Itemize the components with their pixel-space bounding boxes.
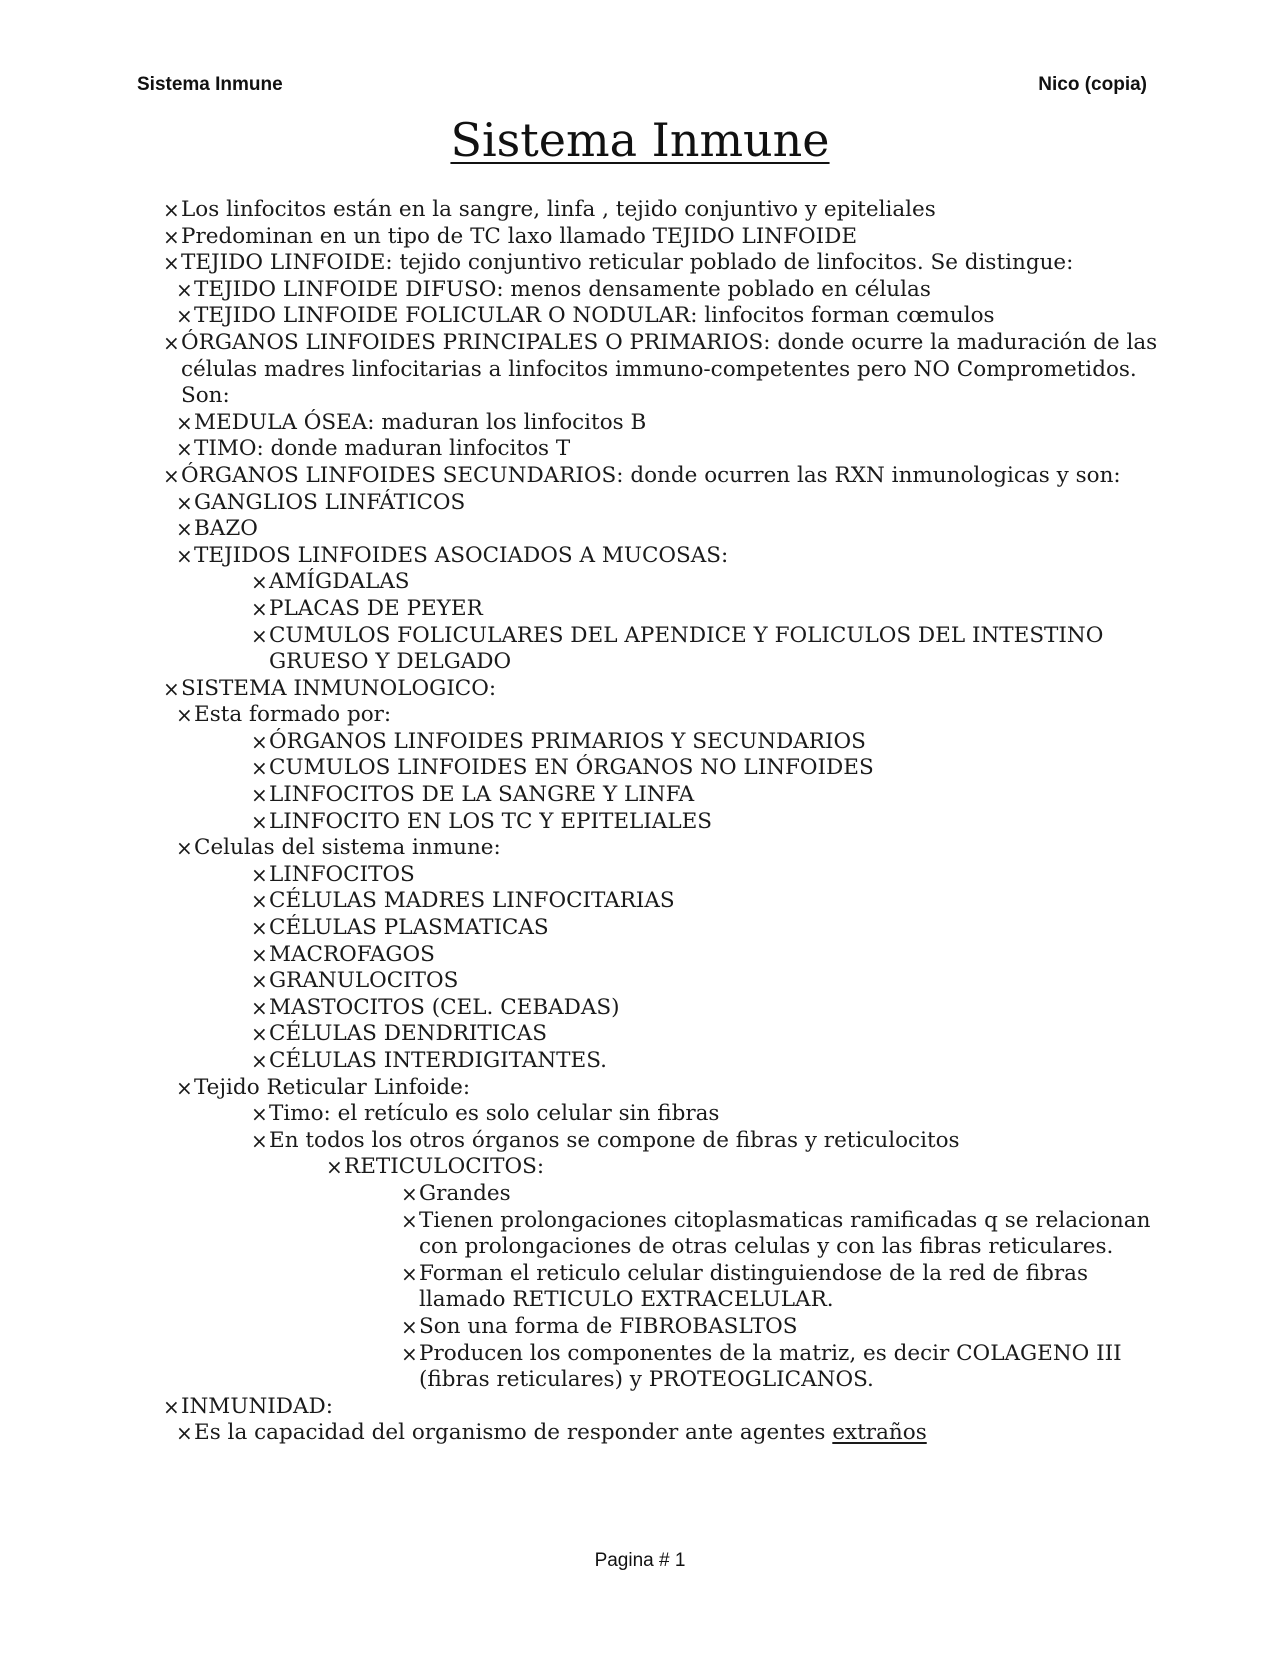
list-item-text: CUMULOS LINFOIDES EN ÓRGANOS NO LINFOIDES bbox=[269, 755, 874, 781]
page-number-footer: Pagina # 1 bbox=[594, 1550, 686, 1571]
list-item bbox=[0, 224, 1160, 251]
list-item-text: LINFOCITO EN LOS TC Y EPITELIALES bbox=[269, 808, 713, 834]
list-item bbox=[0, 1181, 1160, 1208]
list-item bbox=[0, 862, 1160, 889]
list-item-text: TEJIDO LINFOIDE FOLICULAR O NODULAR: linfocitos forman cœmulos bbox=[194, 303, 995, 329]
list-item-text: En todos los otros órganos se compone de fibras y reticulocitos bbox=[269, 1127, 960, 1153]
list-item-text: TEJIDO LINFOIDE: tejido conjuntivo reticular poblado de linfocitos. Se distingue: bbox=[181, 250, 1074, 276]
list-item bbox=[0, 1341, 1160, 1394]
list-item-text: PLACAS DE PEYER bbox=[269, 595, 483, 621]
list-item bbox=[0, 623, 1160, 676]
list-item-text: LINFOCITOS bbox=[269, 861, 415, 887]
running-header-right: Nico (copia) bbox=[1038, 74, 1147, 95]
list-item-text: MACROFAGOS bbox=[269, 941, 435, 967]
list-item bbox=[0, 1075, 1160, 1102]
list-item-text: GANGLIOS LINFÁTICOS bbox=[194, 489, 466, 515]
list-item-text: TEJIDOS LINFOIDES ASOCIADOS A MUCOSAS: bbox=[194, 542, 729, 568]
list-item bbox=[0, 1394, 1160, 1421]
list-item-text: BAZO bbox=[194, 516, 258, 542]
list-item-text: CÉLULAS DENDRITICAS bbox=[269, 1021, 547, 1047]
list-item-text: Tejido Reticular Linfoide: bbox=[194, 1074, 471, 1100]
list-item bbox=[0, 1208, 1160, 1261]
list-item bbox=[0, 702, 1160, 729]
list-item-text: Timo: el retículo es solo celular sin fibras bbox=[269, 1101, 720, 1127]
list-item bbox=[0, 729, 1160, 756]
list-item bbox=[0, 197, 1160, 224]
list-item-text: TIMO: donde maduran linfocitos T bbox=[194, 436, 571, 462]
list-item-text: MEDULA ÓSEA: maduran los linfocitos B bbox=[194, 409, 647, 435]
list-item-text: ÓRGANOS LINFOIDES PRIMARIOS Y SECUNDARIOS bbox=[269, 728, 866, 754]
list-item-text: Tienen prolongaciones citoplasmaticas ramificadas q se relacionan con prolongaciones de otras celulas y con las fibras reticulares. bbox=[419, 1207, 1151, 1260]
list-item bbox=[0, 888, 1160, 915]
list-item-text: CÉLULAS MADRES LINFOCITARIAS bbox=[269, 888, 675, 914]
list-item bbox=[0, 1101, 1160, 1128]
list-item bbox=[0, 809, 1160, 836]
list-item bbox=[0, 1048, 1160, 1075]
list-item-text: Los linfocitos están en la sangre, linfa , tejido conjuntivo y epiteliales bbox=[181, 197, 936, 222]
list-item-text: ÓRGANOS LINFOIDES SECUNDARIOS: donde ocurren las RXN inmunologicas y son: bbox=[181, 462, 1121, 488]
list-item bbox=[0, 755, 1160, 782]
list-item bbox=[0, 676, 1160, 703]
list-item-text: GRANULOCITOS bbox=[269, 968, 459, 994]
list-item bbox=[0, 596, 1160, 623]
bullet-list bbox=[0, 197, 1280, 1447]
list-item bbox=[0, 330, 1160, 410]
list-item bbox=[0, 277, 1160, 304]
list-item-text: CÉLULAS PLASMATICAS bbox=[269, 915, 549, 941]
document-title: Sistema Inmune bbox=[450, 113, 830, 167]
list-item-text: LINFOCITOS DE LA SANGRE Y LINFA bbox=[269, 782, 695, 808]
list-item-text: Esta formado por: bbox=[194, 702, 392, 728]
list-item bbox=[0, 569, 1160, 596]
running-header-left: Sistema Inmune bbox=[137, 74, 283, 95]
list-item bbox=[0, 1154, 1160, 1181]
list-item-text: Producen los componentes de la matriz, es decir COLAGENO III (fibras reticulares) y PROTEOGLICANOS. bbox=[419, 1340, 1122, 1393]
list-item-text: CÉLULAS INTERDIGITANTES. bbox=[269, 1048, 607, 1073]
list-item-text: INMUNIDAD: bbox=[181, 1393, 333, 1419]
list-item bbox=[0, 968, 1160, 995]
list-item-text: Son una forma de FIBROBASLTOS bbox=[419, 1313, 798, 1339]
list-item-text: MASTOCITOS (CEL. CEBADAS) bbox=[269, 994, 620, 1020]
list-item bbox=[0, 995, 1160, 1022]
list-item-text: ÓRGANOS LINFOIDES PRINCIPALES O PRIMARIOS: donde ocurre la maduración de las células madres linfocitarias a linfocitos immuno-competentes pero NO Comprometidos. Son: bbox=[181, 329, 1158, 409]
list-item-text: RETICULOCITOS: bbox=[344, 1154, 545, 1180]
underlined-word: extraños bbox=[832, 1420, 927, 1446]
list-item bbox=[0, 463, 1160, 490]
list-item bbox=[0, 516, 1160, 543]
list-item-text: Grandes bbox=[419, 1180, 511, 1206]
list-item-text: CUMULOS FOLICULARES DEL APENDICE Y FOLICULOS DEL INTESTINO GRUESO Y DELGADO bbox=[269, 622, 1104, 675]
list-item-text: Predominan en un tipo de TC laxo llamado TEJIDO LINFOIDE bbox=[181, 223, 858, 249]
list-item bbox=[0, 543, 1160, 570]
list-item bbox=[0, 1314, 1160, 1341]
list-item bbox=[0, 835, 1160, 862]
list-item bbox=[0, 1021, 1160, 1048]
list-item-text: SISTEMA INMUNOLOGICO: bbox=[181, 675, 497, 701]
list-item-text: Celulas del sistema inmune: bbox=[194, 835, 501, 861]
list-item-text: TEJIDO LINFOIDE DIFUSO: menos densamente poblado en células bbox=[194, 276, 931, 302]
list-item bbox=[0, 410, 1160, 437]
list-item bbox=[0, 782, 1160, 809]
list-item bbox=[0, 436, 1160, 463]
list-item-text: Es la capacidad del organismo de responder ante agentes bbox=[194, 1420, 833, 1446]
list-item bbox=[0, 490, 1160, 517]
list-item bbox=[0, 250, 1160, 277]
list-item-text: Forman el reticulo celular distinguiendose de la red de fibras llamado RETICULO EXTRACELULAR. bbox=[419, 1260, 1089, 1313]
list-item bbox=[0, 1420, 1160, 1447]
list-item bbox=[0, 303, 1160, 330]
list-item bbox=[0, 942, 1160, 969]
list-item bbox=[0, 1128, 1160, 1155]
list-item-text: AMÍGDALAS bbox=[269, 569, 410, 595]
list-item bbox=[0, 915, 1160, 942]
list-item bbox=[0, 1261, 1160, 1314]
